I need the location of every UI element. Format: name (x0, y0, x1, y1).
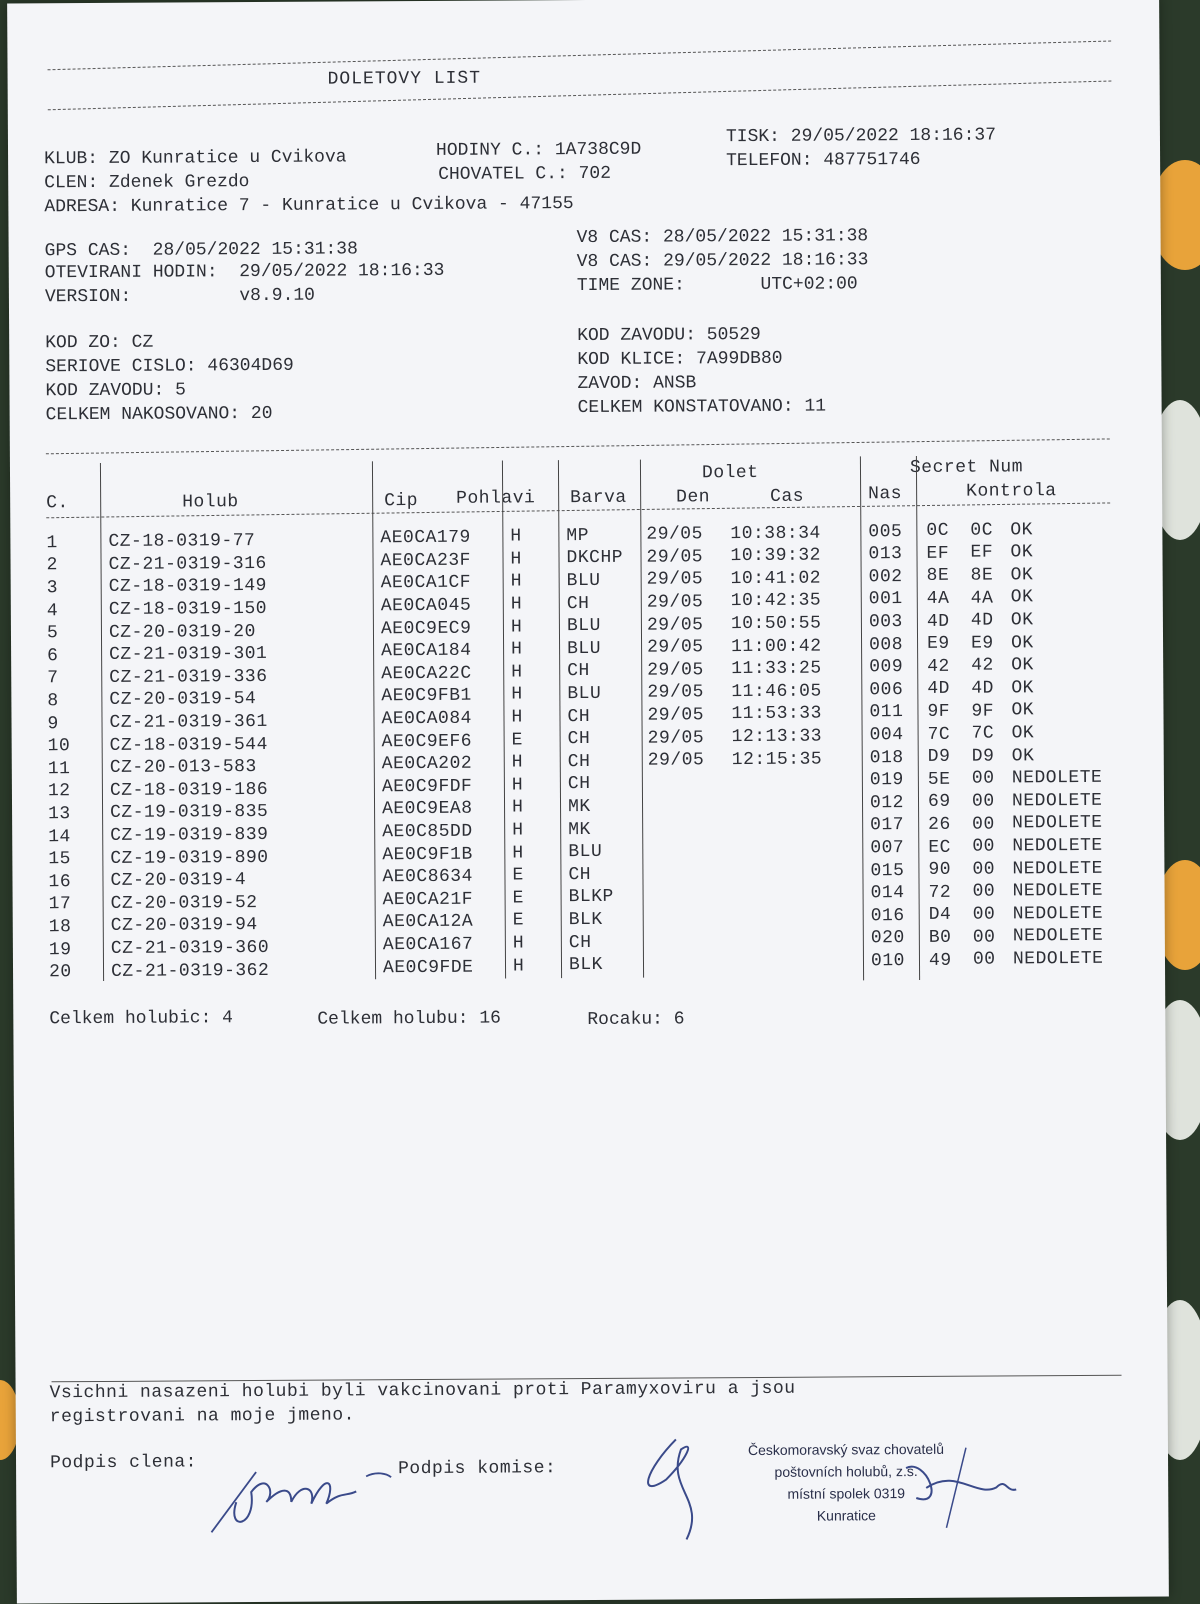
cell-secret-1: E9 (926, 633, 950, 655)
column-divider (860, 456, 864, 980)
cell-holub-id: CZ-18-0319-186 (109, 779, 269, 801)
vaccination-statement-line-1: Vsichni nasazeni holubi byli vakcinovani proti Paramyxoviru a jsou (49, 1378, 796, 1404)
cell-barva: CH (567, 706, 591, 727)
kod-zavodu-left-field: KOD ZAVODU: 5 (45, 380, 186, 402)
cell-cip: AE0C85DD (382, 821, 473, 843)
col-header-dolet: Dolet (701, 462, 759, 484)
cell-kontrola: NEDOLETE (1012, 813, 1103, 834)
seriove-cislo-field: SERIOVE CISLO: 46304D69 (45, 355, 294, 378)
cell-nas: 014 (870, 883, 905, 904)
cell-den: 29/05 (646, 592, 704, 613)
cell-secret-2: EF (970, 542, 994, 564)
cell-secret-1: 8E (926, 566, 950, 587)
cell-nas: 017 (870, 815, 905, 836)
cell-row-number: 10 (47, 736, 71, 757)
col-header-den: Den (676, 487, 711, 508)
cell-holub-id: CZ-20-013-583 (109, 757, 257, 779)
cell-barva: CH (567, 729, 591, 750)
cell-cas: 12:13:33 (731, 726, 823, 748)
cell-pohlavi: H (510, 594, 523, 615)
cell-holub-id: CZ-19-0319-890 (110, 847, 269, 869)
cell-row-number: 6 (47, 645, 59, 667)
cell-barva: CH (567, 661, 590, 682)
cell-cip: AE0CA184 (381, 640, 472, 662)
cell-holub-id: CZ-20-0319-52 (110, 892, 258, 914)
cell-nas: 007 (870, 838, 905, 859)
cell-barva: BLU (566, 616, 601, 637)
cell-nas: 016 (870, 905, 905, 927)
cell-row-number: 20 (48, 962, 72, 983)
kod-zo-field: KOD ZO: CZ (45, 332, 154, 354)
gps-cas-field: GPS CAS: 28/05/2022 15:31:38 (44, 239, 358, 262)
cell-pohlavi: H (512, 956, 525, 977)
cell-row-number: 13 (48, 804, 71, 825)
cell-holub-id: CZ-21-0319-316 (108, 553, 267, 575)
club-stamp (696, 1438, 997, 1528)
cell-nas: 001 (868, 589, 903, 610)
cell-row-number: 1 (46, 532, 58, 554)
cell-nas: 020 (870, 928, 905, 949)
cell-cas: 10:50:55 (730, 613, 822, 635)
table-border-top (46, 438, 1110, 454)
member-signature (196, 1431, 397, 1542)
cell-pohlavi: H (511, 662, 523, 683)
cell-row-number: 16 (48, 871, 72, 893)
cell-pohlavi: H (510, 526, 522, 547)
cell-cas: 10:42:35 (730, 590, 822, 612)
chovatel-field: CHOVATEL C.: 702 (438, 163, 612, 185)
otevirani-field: OTEVIRANI HODIN: 29/05/2022 18:16:33 (44, 260, 445, 284)
cell-secret-2: 00 (972, 881, 996, 903)
cell-cip: AE0C9EF6 (381, 731, 473, 752)
cell-secret-2: 4D (970, 610, 994, 631)
cell-barva: BLK (568, 909, 603, 931)
cell-nas: 012 (869, 792, 904, 814)
cell-secret-1: 42 (927, 656, 950, 677)
cell-secret-2: 4A (970, 588, 994, 609)
cell-nas: 015 (870, 860, 905, 881)
cell-row-number: 17 (48, 894, 72, 915)
column-divider (502, 461, 506, 979)
col-header-c: C. (46, 493, 69, 514)
cell-secret-1: B0 (928, 927, 952, 948)
cell-barva: BLU (567, 683, 602, 705)
cell-nas: 002 (868, 566, 903, 588)
cell-kontrola: NEDOLETE (1011, 790, 1103, 812)
stamp-line: Kunratice (816, 1507, 877, 1524)
clen-field: CLEN: Zdenek Grezdo (44, 172, 250, 194)
cell-cip: AE0C9F1B (382, 844, 473, 865)
cell-kontrola: NEDOLETE (1012, 926, 1104, 947)
col-header-nas: Nas (868, 484, 903, 505)
column-divider (372, 461, 376, 979)
cell-pohlavi: H (511, 639, 523, 660)
cell-den: 29/05 (646, 524, 703, 545)
cell-barva: CH (568, 864, 592, 885)
cell-pohlavi: H (511, 797, 524, 818)
cell-secret-2: 00 (971, 768, 995, 790)
cell-secret-1: 0C (926, 520, 950, 542)
cell-cip: AE0CA084 (381, 708, 472, 730)
cell-secret-1: 49 (928, 950, 952, 971)
cell-cip: AE0CA21F (382, 889, 474, 911)
stamp-line: poštovních holubů, z.s. (774, 1462, 918, 1480)
cell-nas: 004 (869, 725, 904, 746)
cell-cip: AE0CA12A (382, 912, 474, 933)
stamp-line: Českomoravský svaz chovatelů (747, 1440, 945, 1459)
cell-barva: MK (567, 796, 591, 818)
cell-kontrola: NEDOLETE (1012, 948, 1104, 970)
cell-pohlavi: H (511, 707, 523, 728)
cell-secret-1: D9 (927, 746, 951, 768)
cell-holub-id: CZ-20-0319-20 (108, 621, 256, 643)
cell-holub-id: CZ-21-0319-301 (109, 644, 268, 666)
cell-kontrola: OK (1011, 677, 1034, 699)
cell-nas: 010 (870, 951, 905, 972)
hodiny-field: HODINY C.: 1A738C9D (435, 139, 642, 161)
column-divider (916, 456, 920, 980)
cell-secret-2: 7C (971, 723, 995, 744)
cell-holub-id: CZ-20-0319-94 (110, 915, 258, 937)
cell-pohlavi: E (512, 865, 524, 886)
cell-kontrola: OK (1010, 519, 1034, 540)
cell-cip: AE0C9EA8 (381, 799, 473, 820)
cell-secret-1: EC (928, 837, 951, 858)
cell-cas: 10:39:32 (730, 545, 821, 567)
cell-row-number: 15 (48, 849, 72, 870)
cell-secret-2: 9F (971, 701, 995, 722)
adresa-field: ADRESA: Kunratice 7 - Kunratice u Cvikova - 47155 (44, 194, 574, 218)
cell-kontrola: OK (1011, 655, 1034, 676)
cell-row-number: 2 (46, 555, 58, 576)
cell-pohlavi: H (510, 617, 523, 638)
cell-den: 29/05 (647, 682, 704, 704)
cell-holub-id: CZ-21-0319-361 (109, 712, 268, 733)
cell-secret-2: 00 (971, 791, 995, 812)
cell-barva: DKCHP (566, 548, 624, 569)
cell-secret-2: 00 (972, 836, 995, 857)
cell-row-number: 19 (48, 939, 72, 960)
cell-kontrola: NEDOLETE (1012, 858, 1103, 879)
cell-kontrola: OK (1010, 610, 1034, 631)
cell-secret-1: 26 (928, 814, 951, 835)
cell-barva: CH (567, 751, 591, 772)
cell-secret-1: 4A (926, 588, 950, 609)
cell-den: 29/05 (647, 705, 705, 726)
cell-kontrola: NEDOLETE (1012, 903, 1104, 925)
cell-barva: CH (567, 774, 591, 795)
cell-secret-2: 00 (972, 904, 996, 925)
cell-pohlavi: H (511, 684, 523, 705)
cell-barva: BLU (568, 842, 603, 863)
cell-den: 29/05 (647, 750, 705, 771)
cell-den: 29/05 (646, 547, 704, 568)
cell-kontrola: OK (1011, 700, 1035, 721)
cell-holub-id: CZ-20-0319-54 (109, 689, 257, 711)
cell-kontrola: OK (1010, 564, 1034, 586)
cell-row-number: 4 (46, 600, 59, 621)
cell-den: 29/05 (647, 727, 705, 749)
column-divider (100, 463, 104, 981)
cell-secret-2: 42 (971, 655, 994, 677)
commission-signature-label: Podpis komise: (398, 1458, 557, 1480)
cell-kontrola: OK (1010, 542, 1034, 563)
cell-secret-1: 5E (927, 769, 951, 790)
celkem-holubic: Celkem holubic: 4 (49, 1008, 234, 1030)
cell-cas: 12:15:35 (731, 749, 823, 770)
col-header-barva: Barva (570, 487, 627, 509)
column-divider (640, 460, 644, 978)
cell-row-number: 9 (47, 713, 59, 734)
stamp-line: místní spolek 0319 (787, 1485, 906, 1502)
kod-zavodu-right-field: KOD ZAVODU: 50529 (577, 324, 761, 347)
document-sheet (7, 0, 1169, 1604)
cell-nas: 003 (868, 612, 903, 633)
cell-secret-2: E9 (970, 633, 994, 654)
cell-kontrola: NEDOLETE (1011, 767, 1103, 789)
cell-barva: BLKP (568, 887, 614, 908)
col-header-holub: Holub (182, 492, 239, 513)
cell-barva: MK (568, 819, 591, 840)
cell-secret-1: EF (926, 543, 950, 564)
celkem-holubu: Celkem holubu: 16 (317, 1008, 502, 1030)
cell-secret-1: 90 (928, 859, 952, 881)
cell-cip: AE0CA1CF (380, 573, 472, 594)
cell-holub-id: CZ-18-0319-544 (109, 734, 268, 756)
cell-pohlavi: H (511, 775, 524, 796)
klub-field: KLUB: ZO Kunratice u Cvikova (44, 147, 347, 170)
cell-pohlavi: E (512, 910, 525, 931)
cell-row-number: 7 (47, 668, 59, 689)
cell-row-number: 14 (48, 826, 71, 847)
cell-secret-2: 8E (970, 565, 994, 586)
vaccination-statement-line-2: registrovani na moje jmeno. (49, 1405, 355, 1428)
cell-kontrola: OK (1011, 745, 1035, 766)
cell-pohlavi: E (512, 888, 524, 909)
cell-pohlavi: H (510, 549, 522, 570)
cell-cip: AE0C9FDF (381, 776, 473, 798)
cell-cip: AE0CA202 (381, 753, 473, 775)
cell-holub-id: CZ-20-0319-4 (110, 870, 247, 892)
member-signature-label: Podpis clena: (49, 1452, 198, 1474)
cell-cas: 11:00:42 (731, 636, 822, 657)
cell-nas: 019 (869, 770, 904, 791)
cell-secret-1: 4D (927, 679, 950, 700)
column-divider (558, 460, 562, 978)
celkem-nakosovano-field: CELKEM NAKOSOVANO: 20 (45, 403, 273, 426)
cell-holub-id: CZ-19-0319-839 (110, 825, 269, 846)
cell-secret-2: 0C (970, 520, 994, 541)
cell-pohlavi: E (511, 730, 524, 751)
cell-secret-2: D9 (971, 746, 995, 767)
col-header-secret-num: Secret Num (909, 457, 1024, 479)
cell-cas: 10:41:02 (730, 568, 822, 589)
cell-cas: 11:53:33 (731, 703, 822, 725)
col-header-cas: Cas (770, 486, 805, 507)
cell-row-number: 3 (46, 578, 59, 599)
cell-cas: 11:33:25 (731, 658, 822, 680)
cell-nas: 018 (869, 747, 904, 768)
column-dividers (7, 0, 1159, 4)
cell-barva: CH (566, 593, 590, 614)
cell-kontrola: NEDOLETE (1012, 880, 1104, 902)
cell-cip: AE0C8634 (382, 866, 473, 888)
cell-kontrola: OK (1011, 723, 1035, 744)
cell-secret-2: 00 (972, 859, 996, 880)
cell-secret-2: 00 (972, 814, 995, 835)
cell-cip: AE0CA045 (380, 595, 472, 617)
cell-cip: AE0C9FB1 (381, 686, 472, 707)
cell-secret-1: 9F (927, 701, 951, 722)
cell-cip: AE0C9EC9 (380, 618, 472, 639)
cell-nas: 006 (869, 679, 904, 701)
cell-den: 29/05 (647, 637, 704, 658)
cell-secret-2: 00 (972, 927, 996, 948)
cell-cip: AE0C9FDE (382, 957, 474, 978)
cell-secret-1: 69 (927, 792, 951, 813)
cell-secret-1: 7C (927, 724, 951, 745)
cell-kontrola: OK (1010, 587, 1034, 608)
cell-holub-id: CZ-19-0319-835 (110, 802, 269, 824)
col-header-kontrola: Kontrola (966, 481, 1057, 502)
cell-barva: BLU (567, 638, 602, 659)
document-title: DOLETOVY LIST (327, 68, 482, 90)
cell-pohlavi: H (510, 571, 523, 592)
time-zone-field: TIME ZONE: UTC+02:00 (576, 274, 858, 297)
cell-pohlavi: H (511, 752, 524, 773)
cell-barva: BLK (568, 955, 603, 976)
cell-kontrola: NEDOLETE (1012, 835, 1103, 857)
cell-holub-id: CZ-21-0319-360 (110, 938, 270, 959)
cell-cas: 10:38:34 (730, 523, 821, 544)
cell-holub-id: CZ-18-0319-77 (108, 531, 256, 553)
cell-nas: 005 (868, 521, 903, 542)
cell-holub-id: CZ-21-0319-362 (110, 960, 270, 982)
cell-pohlavi: H (512, 820, 524, 841)
cell-den: 29/05 (646, 614, 704, 636)
cell-barva: BLU (566, 570, 601, 592)
rocaku: Rocaku: 6 (587, 1009, 685, 1031)
cell-nas: 013 (868, 544, 903, 565)
cell-row-number: 18 (48, 917, 72, 938)
cell-cip: AE0CA179 (380, 527, 471, 549)
kod-klice-field: KOD KLICE: 7A99DB80 (577, 348, 783, 371)
cell-holub-id: CZ-18-0319-150 (108, 599, 268, 620)
cell-holub-id: CZ-21-0319-336 (109, 666, 268, 688)
cell-barva: MP (566, 525, 590, 546)
cell-cip: AE0CA167 (382, 934, 474, 956)
cell-cip: AE0CA23F (380, 550, 472, 572)
cell-pohlavi: H (512, 843, 524, 864)
v8-cas-1-field: V8 CAS: 28/05/2022 15:31:38 (576, 226, 869, 249)
celkem-konstatovano-field: CELKEM KONSTATOVANO: 11 (577, 396, 827, 419)
col-header-cip: Cip (384, 491, 419, 512)
cell-row-number: 5 (46, 623, 59, 644)
cell-nas: 011 (869, 702, 904, 723)
cell-kontrola: OK (1010, 632, 1034, 653)
cell-secret-2: 00 (972, 949, 996, 970)
cell-row-number: 12 (47, 781, 71, 802)
cell-secret-1: 72 (928, 882, 952, 903)
cell-nas: 009 (869, 657, 904, 678)
cell-den: 29/05 (647, 660, 704, 681)
cell-row-number: 11 (47, 758, 71, 780)
tisk-field: TISK: 29/05/2022 18:16:37 (725, 125, 997, 148)
cell-secret-1: D4 (928, 905, 952, 926)
zavod-field: ZAVOD: ANSB (577, 373, 697, 395)
results-table (7, 0, 1165, 1004)
v8-cas-2-field: V8 CAS: 29/05/2022 18:16:33 (576, 250, 869, 273)
cell-row-number: 8 (47, 691, 59, 712)
version-field: VERSION: v8.9.10 (44, 285, 316, 308)
cell-cas: 11:46:05 (731, 681, 822, 702)
telefon-field: TELEFON: 487751746 (726, 149, 921, 172)
cell-secret-2: 4D (971, 678, 994, 699)
cell-barva: CH (568, 932, 592, 953)
cell-pohlavi: H (512, 933, 525, 954)
cell-den: 29/05 (646, 569, 704, 591)
cell-secret-1: 4D (926, 611, 950, 632)
cell-nas: 008 (868, 634, 904, 655)
cell-cip: AE0CA22C (381, 663, 472, 685)
cell-holub-id: CZ-18-0319-149 (108, 576, 267, 598)
col-header-pohlavi: Pohlavi (456, 488, 536, 509)
